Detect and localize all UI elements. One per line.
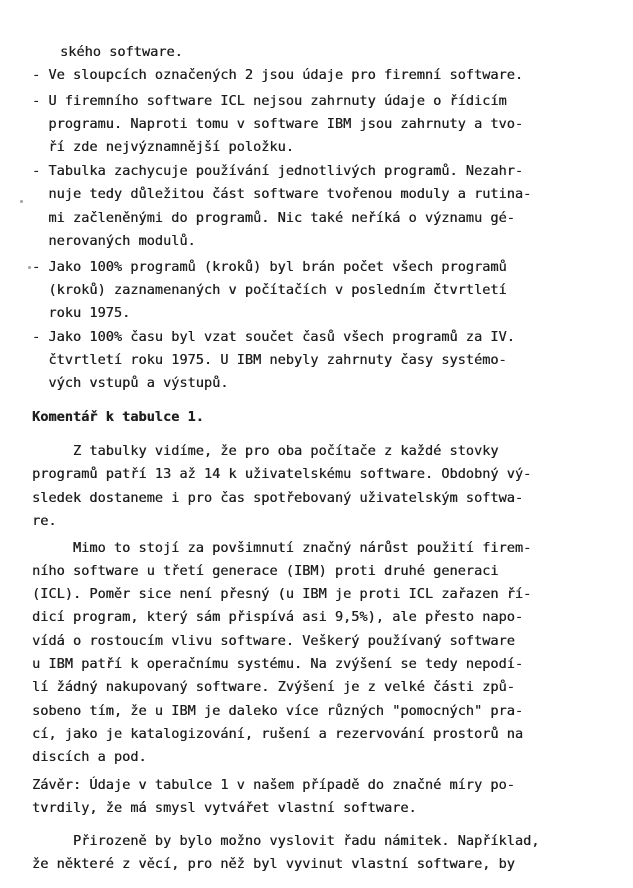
text-line: - Jako 100% času byl vzat součet časů všech programů za IV. [32,329,515,345]
text-line: nerovaných modulů. [32,233,196,249]
text-line: tvrdily, že má smysl vytvářet vlastní software. [32,800,417,816]
text-line: sledek dostaneme i pro čas spotřebovaný uživatelským softwa- [32,490,524,506]
text-line: roku 1975. [32,305,131,321]
text-line: že některé z věcí, pro něž byl vyvinut vlastní software, by [32,856,515,872]
text-line: discích a pod. [32,749,147,765]
scan-speck [20,200,23,203]
text-line: ří zde nejvýznamnější položku. [32,139,294,155]
text-line: Přirozeně by bylo možno vyslovit řadu námitek. Například, [32,833,540,849]
text-line: vídá o rostoucím vlivu software. Veškerý používaný software [32,633,515,649]
text-line: sobeno tím, že u IBM je daleko více různých "pomocných" pra- [32,703,524,719]
text-line: cí, jako je katalogizování, rušení a rezervování prostorů na [32,726,524,742]
text-line: programu. Naproti tomu v software IBM jsou zahrnuty a tvo- [32,116,524,132]
scan-speck [28,266,31,269]
text-line: programů patří 13 až 14 k uživatelskému software. Obdobný vý- [32,466,532,482]
text-line: čtvrtletí roku 1975. U IBM nebyly zahrnuty časy systémo- [32,352,507,368]
text-line: - Tabulka zachycuje používání jednotlivých programů. Nezahr- [32,163,524,179]
text-line: Mimo to stojí za povšimnutí značný nárůst použití firem- [32,540,532,556]
text-line: nuje tedy důležitou část software tvořenou moduly a rutina- [32,186,532,202]
text-line: ního software u třetí generace (IBM) proti druhé generaci [32,563,499,579]
text-line: - Jako 100% programů (kroků) byl brán počet všech programů [32,259,507,275]
section-heading: Komentář k tabulce 1. [32,409,204,425]
text-line: dicí program, který sám přispívá asi 9,5%), ale přesto napo- [32,609,524,625]
text-line: Závěr: Údaje v tabulce 1 v našem případě do značné míry po- [32,777,515,793]
text-line: lí žádný nakupovaný software. Zvýšení je z velké části způ- [32,679,515,695]
text-line: u IBM patří k operačnímu systému. Na zvýšení se tedy nepodí- [32,656,524,672]
text-line: - U firemního software ICL nejsou zahrnuty údaje o řídicím [32,93,507,109]
text-line: re. [32,513,57,529]
text-line: - Ve sloupcích označených 2 jsou údaje pro firemní software. [32,67,524,83]
text-line: (kroků) zaznamenaných v počítačích v posledním čtvrtletí [32,282,507,298]
text-line: mi začleněnými do programů. Nic také neříká o významu gé- [32,210,515,226]
text-line: vých vstupů a výstupů. [32,375,229,391]
text-line: Z tabulky vidíme, že pro oba počítače z každé stovky [32,443,499,459]
text-line: (ICL). Poměr sice není přesný (u IBM je proti ICL zařazen ří- [32,586,532,602]
text-line: ského software. [60,44,183,60]
